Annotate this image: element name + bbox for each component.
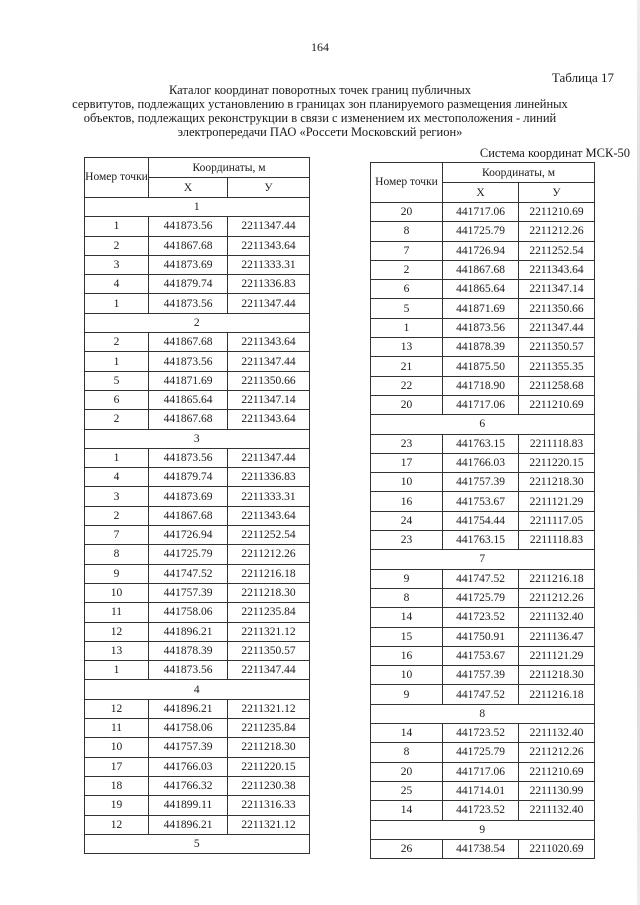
table-row bbox=[371, 666, 595, 685]
x-coordinate-cell: 441867.68 bbox=[149, 236, 228, 255]
table-row bbox=[371, 434, 595, 453]
y-coordinate-cell: 2211343.64 bbox=[228, 410, 310, 429]
table-row bbox=[371, 569, 595, 588]
x-coordinate-cell: 441763.15 bbox=[443, 434, 519, 453]
point-number-cell: 23 bbox=[371, 531, 443, 550]
x-coordinate-cell: 441714.01 bbox=[443, 781, 519, 800]
x-coordinate-cell: 441878.39 bbox=[443, 338, 519, 357]
point-number-cell: 2 bbox=[371, 260, 443, 279]
x-coordinate-cell: 441873.56 bbox=[149, 217, 228, 236]
table-row bbox=[371, 376, 595, 395]
point-number-cell: 1 bbox=[85, 661, 149, 680]
x-coordinate-cell: 441871.69 bbox=[443, 299, 519, 318]
point-number-cell: 5 bbox=[85, 371, 149, 390]
point-number-cell: 7 bbox=[85, 526, 149, 545]
y-coordinate-cell: 2211130.99 bbox=[519, 781, 595, 800]
x-coordinate-cell: 441747.52 bbox=[443, 685, 519, 704]
x-coordinate-cell: 441723.52 bbox=[443, 724, 519, 743]
point-number-cell: 3 bbox=[85, 255, 149, 274]
table-row bbox=[371, 260, 595, 279]
point-number-cell: 12 bbox=[85, 815, 149, 834]
x-coordinate-cell: 441757.39 bbox=[443, 473, 519, 492]
point-number-cell: 9 bbox=[371, 685, 443, 704]
x-coordinate-cell: 441896.21 bbox=[149, 815, 228, 834]
y-coordinate-cell: 2211212.26 bbox=[519, 743, 595, 762]
table-row bbox=[371, 685, 595, 704]
point-number-cell: 19 bbox=[85, 796, 149, 815]
y-coordinate-cell: 2211216.18 bbox=[228, 564, 310, 583]
y-coordinate-cell: 2211210.69 bbox=[519, 762, 595, 781]
x-coordinate-cell: 441753.67 bbox=[443, 646, 519, 665]
section-number: 4 bbox=[85, 680, 310, 699]
table-row bbox=[85, 275, 310, 294]
y-coordinate-cell: 2211212.26 bbox=[228, 545, 310, 564]
table-row bbox=[85, 719, 310, 738]
x-coordinate-cell: 441753.67 bbox=[443, 492, 519, 511]
x-coordinate-cell: 441758.06 bbox=[149, 719, 228, 738]
point-number-cell: 14 bbox=[371, 724, 443, 743]
x-coordinate-cell: 441757.39 bbox=[443, 666, 519, 685]
table-row bbox=[85, 255, 310, 274]
y-coordinate-cell: 2211212.26 bbox=[519, 222, 595, 241]
table-label: Таблица 17 bbox=[551, 70, 614, 85]
y-coordinate-cell: 2211350.66 bbox=[519, 299, 595, 318]
y-header: У bbox=[519, 183, 595, 203]
table-row bbox=[371, 608, 595, 627]
x-coordinate-cell: 441723.52 bbox=[443, 801, 519, 820]
point-number-cell: 6 bbox=[371, 280, 443, 299]
section-number: 7 bbox=[371, 550, 595, 569]
x-coordinate-cell: 441878.39 bbox=[149, 641, 228, 660]
table-row bbox=[371, 743, 595, 762]
x-coordinate-cell: 441723.52 bbox=[443, 608, 519, 627]
table-row bbox=[85, 699, 310, 718]
table-row bbox=[371, 338, 595, 357]
table-row bbox=[85, 661, 310, 680]
table-row bbox=[85, 583, 310, 602]
x-coordinate-cell: 441873.56 bbox=[149, 661, 228, 680]
x-coordinate-cell: 441867.68 bbox=[149, 506, 228, 525]
point-number-cell: 23 bbox=[371, 434, 443, 453]
y-coordinate-cell: 2211347.14 bbox=[519, 280, 595, 299]
point-number-cell: 15 bbox=[371, 627, 443, 646]
title-line: электропередачи ПАО «Россети Московский регион» bbox=[177, 125, 463, 139]
x-coordinate-cell: 441766.03 bbox=[443, 453, 519, 472]
point-number-cell: 16 bbox=[371, 492, 443, 511]
y-coordinate-cell: 2211321.12 bbox=[228, 699, 310, 718]
x-coordinate-cell: 441747.52 bbox=[443, 569, 519, 588]
point-number-cell: 1 bbox=[371, 318, 443, 337]
table-row bbox=[371, 801, 595, 820]
x-coordinate-cell: 441873.56 bbox=[443, 318, 519, 337]
table-row bbox=[371, 357, 595, 376]
y-coordinate-cell: 2211216.18 bbox=[519, 569, 595, 588]
x-coordinate-cell: 441873.69 bbox=[149, 487, 228, 506]
point-number-cell: 24 bbox=[371, 511, 443, 530]
y-coordinate-cell: 2211321.12 bbox=[228, 622, 310, 641]
y-coordinate-cell: 2211350.66 bbox=[228, 371, 310, 390]
table-row bbox=[85, 390, 310, 409]
point-number-cell: 18 bbox=[85, 776, 149, 795]
point-number-cell: 7 bbox=[371, 241, 443, 260]
left-coordinates-table bbox=[84, 157, 310, 854]
section-number: 2 bbox=[85, 313, 310, 332]
point-number-cell: 12 bbox=[85, 699, 149, 718]
table-row bbox=[371, 511, 595, 530]
section-header-row bbox=[85, 834, 310, 853]
table-row bbox=[371, 762, 595, 781]
point-number-header: Номер точки bbox=[371, 163, 443, 203]
section-header-row bbox=[85, 429, 310, 448]
section-header-row bbox=[371, 704, 595, 723]
x-coordinate-cell: 441865.64 bbox=[443, 280, 519, 299]
point-number-cell: 4 bbox=[85, 275, 149, 294]
y-coordinate-cell: 2211343.64 bbox=[228, 506, 310, 525]
x-coordinate-cell: 441896.21 bbox=[149, 699, 228, 718]
section-header-row bbox=[85, 198, 310, 217]
table-row bbox=[85, 487, 310, 506]
section-header-row bbox=[371, 550, 595, 569]
point-number-cell: 20 bbox=[371, 203, 443, 222]
point-number-cell: 12 bbox=[85, 622, 149, 641]
y-coordinate-cell: 2211347.44 bbox=[519, 318, 595, 337]
table-row bbox=[371, 781, 595, 800]
y-coordinate-cell: 2211333.31 bbox=[228, 487, 310, 506]
y-coordinate-cell: 2211336.83 bbox=[228, 468, 310, 487]
x-coordinate-cell: 441717.06 bbox=[443, 203, 519, 222]
point-number-cell: 3 bbox=[85, 487, 149, 506]
x-coordinate-cell: 441867.68 bbox=[149, 410, 228, 429]
point-number-cell: 20 bbox=[371, 762, 443, 781]
point-number-cell: 1 bbox=[85, 217, 149, 236]
section-header-row bbox=[371, 820, 595, 839]
x-coordinate-cell: 441757.39 bbox=[149, 583, 228, 602]
x-coordinate-cell: 441750.91 bbox=[443, 627, 519, 646]
point-number-cell: 17 bbox=[85, 757, 149, 776]
point-number-cell: 1 bbox=[85, 352, 149, 371]
point-number-cell: 21 bbox=[371, 357, 443, 376]
y-coordinate-cell: 2211121.29 bbox=[519, 646, 595, 665]
table-row bbox=[85, 294, 310, 313]
y-coordinate-cell: 2211333.31 bbox=[228, 255, 310, 274]
y-coordinate-cell: 2211347.14 bbox=[228, 390, 310, 409]
section-number: 9 bbox=[371, 820, 595, 839]
table-row bbox=[85, 564, 310, 583]
section-header-row bbox=[371, 415, 595, 434]
x-coordinate-cell: 441717.06 bbox=[443, 762, 519, 781]
x-coordinate-cell: 441717.06 bbox=[443, 395, 519, 414]
x-coordinate-cell: 441726.94 bbox=[443, 241, 519, 260]
point-number-cell: 2 bbox=[85, 236, 149, 255]
table-row bbox=[371, 839, 595, 858]
y-coordinate-cell: 2211252.54 bbox=[519, 241, 595, 260]
x-coordinate-cell: 441867.68 bbox=[443, 260, 519, 279]
x-coordinate-cell: 441766.32 bbox=[149, 776, 228, 795]
x-coordinate-cell: 441763.15 bbox=[443, 531, 519, 550]
y-coordinate-cell: 2211218.30 bbox=[228, 738, 310, 757]
y-coordinate-cell: 2211316.33 bbox=[228, 796, 310, 815]
section-number: 1 bbox=[85, 198, 310, 217]
point-number-cell: 9 bbox=[371, 569, 443, 588]
y-coordinate-cell: 2211216.18 bbox=[519, 685, 595, 704]
x-coordinate-cell: 441871.69 bbox=[149, 371, 228, 390]
y-coordinate-cell: 2211218.30 bbox=[519, 666, 595, 685]
x-coordinate-cell: 441747.52 bbox=[149, 564, 228, 583]
y-coordinate-cell: 2211252.54 bbox=[228, 526, 310, 545]
point-number-cell: 8 bbox=[371, 588, 443, 607]
right-table-body bbox=[371, 203, 595, 859]
y-coordinate-cell: 2211218.30 bbox=[228, 583, 310, 602]
table-row bbox=[85, 641, 310, 660]
table-row bbox=[371, 473, 595, 492]
point-number-cell: 2 bbox=[85, 506, 149, 525]
x-coordinate-cell: 441873.56 bbox=[149, 294, 228, 313]
table-row bbox=[85, 622, 310, 641]
coordinate-system-label: Система координат МСК-50 bbox=[479, 146, 630, 160]
point-number-cell: 14 bbox=[371, 801, 443, 820]
table-row bbox=[85, 333, 310, 352]
table-row bbox=[371, 318, 595, 337]
table-row bbox=[371, 453, 595, 472]
point-number-cell: 6 bbox=[85, 390, 149, 409]
x-coordinate-cell: 441766.03 bbox=[149, 757, 228, 776]
y-coordinate-cell: 2211020.69 bbox=[519, 839, 595, 858]
point-number-cell: 13 bbox=[371, 338, 443, 357]
y-coordinate-cell: 2211118.83 bbox=[519, 434, 595, 453]
table-row bbox=[85, 410, 310, 429]
x-coordinate-cell: 441725.79 bbox=[443, 743, 519, 762]
table-row bbox=[85, 738, 310, 757]
x-coordinate-cell: 441875.50 bbox=[443, 357, 519, 376]
y-coordinate-cell: 2211117.05 bbox=[519, 511, 595, 530]
x-header: X bbox=[443, 183, 519, 203]
section-number: 8 bbox=[371, 704, 595, 723]
y-coordinate-cell: 2211343.64 bbox=[519, 260, 595, 279]
point-number-cell: 8 bbox=[371, 743, 443, 762]
y-coordinate-cell: 2211230.38 bbox=[228, 776, 310, 795]
point-number-cell: 10 bbox=[85, 738, 149, 757]
point-number-header: Номер точки bbox=[85, 158, 149, 198]
y-coordinate-cell: 2211132.40 bbox=[519, 724, 595, 743]
y-coordinate-cell: 2211220.15 bbox=[519, 453, 595, 472]
y-coordinate-cell: 2211350.57 bbox=[228, 641, 310, 660]
y-coordinate-cell: 2211218.30 bbox=[519, 473, 595, 492]
x-coordinate-cell: 441873.56 bbox=[149, 448, 228, 467]
table-row bbox=[371, 646, 595, 665]
x-header: X bbox=[149, 178, 228, 198]
y-coordinate-cell: 2211235.84 bbox=[228, 603, 310, 622]
y-coordinate-cell: 2211235.84 bbox=[228, 719, 310, 738]
point-number-cell: 2 bbox=[85, 333, 149, 352]
x-coordinate-cell: 441896.21 bbox=[149, 622, 228, 641]
table-row bbox=[85, 815, 310, 834]
y-coordinate-cell: 2211132.40 bbox=[519, 801, 595, 820]
y-coordinate-cell: 2211350.57 bbox=[519, 338, 595, 357]
table-row bbox=[371, 492, 595, 511]
point-number-cell: 26 bbox=[371, 839, 443, 858]
y-coordinate-cell: 2211136.47 bbox=[519, 627, 595, 646]
y-header: У bbox=[228, 178, 310, 198]
y-coordinate-cell: 2211212.26 bbox=[519, 588, 595, 607]
point-number-cell: 25 bbox=[371, 781, 443, 800]
point-number-cell: 10 bbox=[371, 473, 443, 492]
table-row bbox=[371, 203, 595, 222]
table-row bbox=[371, 588, 595, 607]
point-number-cell: 9 bbox=[85, 564, 149, 583]
point-number-cell: 2 bbox=[85, 410, 149, 429]
x-coordinate-cell: 441899.11 bbox=[149, 796, 228, 815]
x-coordinate-cell: 441725.79 bbox=[443, 222, 519, 241]
y-coordinate-cell: 2211258.68 bbox=[519, 376, 595, 395]
left-table-body bbox=[85, 198, 310, 854]
x-coordinate-cell: 441865.64 bbox=[149, 390, 228, 409]
y-coordinate-cell: 2211210.69 bbox=[519, 203, 595, 222]
point-number-cell: 8 bbox=[371, 222, 443, 241]
section-header-row bbox=[85, 313, 310, 332]
title-line: объектов, подлежащих реконструкции в связи с изменением их местоположения - линий bbox=[83, 111, 557, 125]
x-coordinate-cell: 441879.74 bbox=[149, 468, 228, 487]
y-coordinate-cell: 2211132.40 bbox=[519, 608, 595, 627]
table-row bbox=[85, 448, 310, 467]
table-row bbox=[371, 299, 595, 318]
point-number-cell: 11 bbox=[85, 719, 149, 738]
table-title bbox=[60, 83, 580, 139]
point-number-cell: 11 bbox=[85, 603, 149, 622]
x-coordinate-cell: 441879.74 bbox=[149, 275, 228, 294]
y-coordinate-cell: 2211210.69 bbox=[519, 395, 595, 414]
point-number-cell: 16 bbox=[371, 646, 443, 665]
table-row bbox=[85, 506, 310, 525]
x-coordinate-cell: 441873.56 bbox=[149, 352, 228, 371]
table-row bbox=[85, 526, 310, 545]
point-number-cell: 22 bbox=[371, 376, 443, 395]
page-number: 164 bbox=[311, 40, 329, 54]
y-coordinate-cell: 2211347.44 bbox=[228, 661, 310, 680]
table-row bbox=[85, 603, 310, 622]
table-row bbox=[85, 776, 310, 795]
y-coordinate-cell: 2211121.29 bbox=[519, 492, 595, 511]
y-coordinate-cell: 2211347.44 bbox=[228, 294, 310, 313]
point-number-cell: 4 bbox=[85, 468, 149, 487]
table-row bbox=[371, 280, 595, 299]
table-row bbox=[371, 395, 595, 414]
point-number-cell: 10 bbox=[85, 583, 149, 602]
point-number-cell: 5 bbox=[371, 299, 443, 318]
x-coordinate-cell: 441754.44 bbox=[443, 511, 519, 530]
table-row bbox=[85, 236, 310, 255]
y-coordinate-cell: 2211336.83 bbox=[228, 275, 310, 294]
table-row bbox=[371, 627, 595, 646]
y-coordinate-cell: 2211321.12 bbox=[228, 815, 310, 834]
y-coordinate-cell: 2211347.44 bbox=[228, 352, 310, 371]
table-row bbox=[85, 545, 310, 564]
x-coordinate-cell: 441758.06 bbox=[149, 603, 228, 622]
table-row bbox=[371, 724, 595, 743]
table-row bbox=[85, 371, 310, 390]
section-header-row bbox=[85, 680, 310, 699]
coordinates-header: Координаты, м bbox=[149, 158, 310, 178]
x-coordinate-cell: 441726.94 bbox=[149, 526, 228, 545]
x-coordinate-cell: 441718.90 bbox=[443, 376, 519, 395]
y-coordinate-cell: 2211343.64 bbox=[228, 333, 310, 352]
table-row bbox=[371, 222, 595, 241]
x-coordinate-cell: 441757.39 bbox=[149, 738, 228, 757]
x-coordinate-cell: 441873.69 bbox=[149, 255, 228, 274]
y-coordinate-cell: 2211220.15 bbox=[228, 757, 310, 776]
point-number-cell: 14 bbox=[371, 608, 443, 627]
x-coordinate-cell: 441725.79 bbox=[443, 588, 519, 607]
coordinates-header: Координаты, м bbox=[443, 163, 595, 183]
x-coordinate-cell: 441738.54 bbox=[443, 839, 519, 858]
title-line: Каталог координат поворотных точек границ публичных bbox=[168, 83, 471, 97]
table-row bbox=[371, 241, 595, 260]
point-number-cell: 20 bbox=[371, 395, 443, 414]
point-number-cell: 8 bbox=[85, 545, 149, 564]
table-row bbox=[85, 757, 310, 776]
table-row bbox=[371, 531, 595, 550]
y-coordinate-cell: 2211355.35 bbox=[519, 357, 595, 376]
x-coordinate-cell: 441725.79 bbox=[149, 545, 228, 564]
point-number-cell: 1 bbox=[85, 294, 149, 313]
title-line: сервитутов, подлежащих установлению в границах зон планируемого размещения линейных bbox=[72, 97, 568, 111]
y-coordinate-cell: 2211343.64 bbox=[228, 236, 310, 255]
point-number-cell: 17 bbox=[371, 453, 443, 472]
table-row bbox=[85, 352, 310, 371]
y-coordinate-cell: 2211347.44 bbox=[228, 217, 310, 236]
section-number: 3 bbox=[85, 429, 310, 448]
x-coordinate-cell: 441867.68 bbox=[149, 333, 228, 352]
section-number: 5 bbox=[85, 834, 310, 853]
table-row bbox=[85, 217, 310, 236]
right-coordinates-table bbox=[370, 162, 595, 859]
point-number-cell: 10 bbox=[371, 666, 443, 685]
section-number: 6 bbox=[371, 415, 595, 434]
table-row bbox=[85, 796, 310, 815]
point-number-cell: 13 bbox=[85, 641, 149, 660]
point-number-cell: 1 bbox=[85, 448, 149, 467]
table-row bbox=[85, 468, 310, 487]
y-coordinate-cell: 2211118.83 bbox=[519, 531, 595, 550]
y-coordinate-cell: 2211347.44 bbox=[228, 448, 310, 467]
